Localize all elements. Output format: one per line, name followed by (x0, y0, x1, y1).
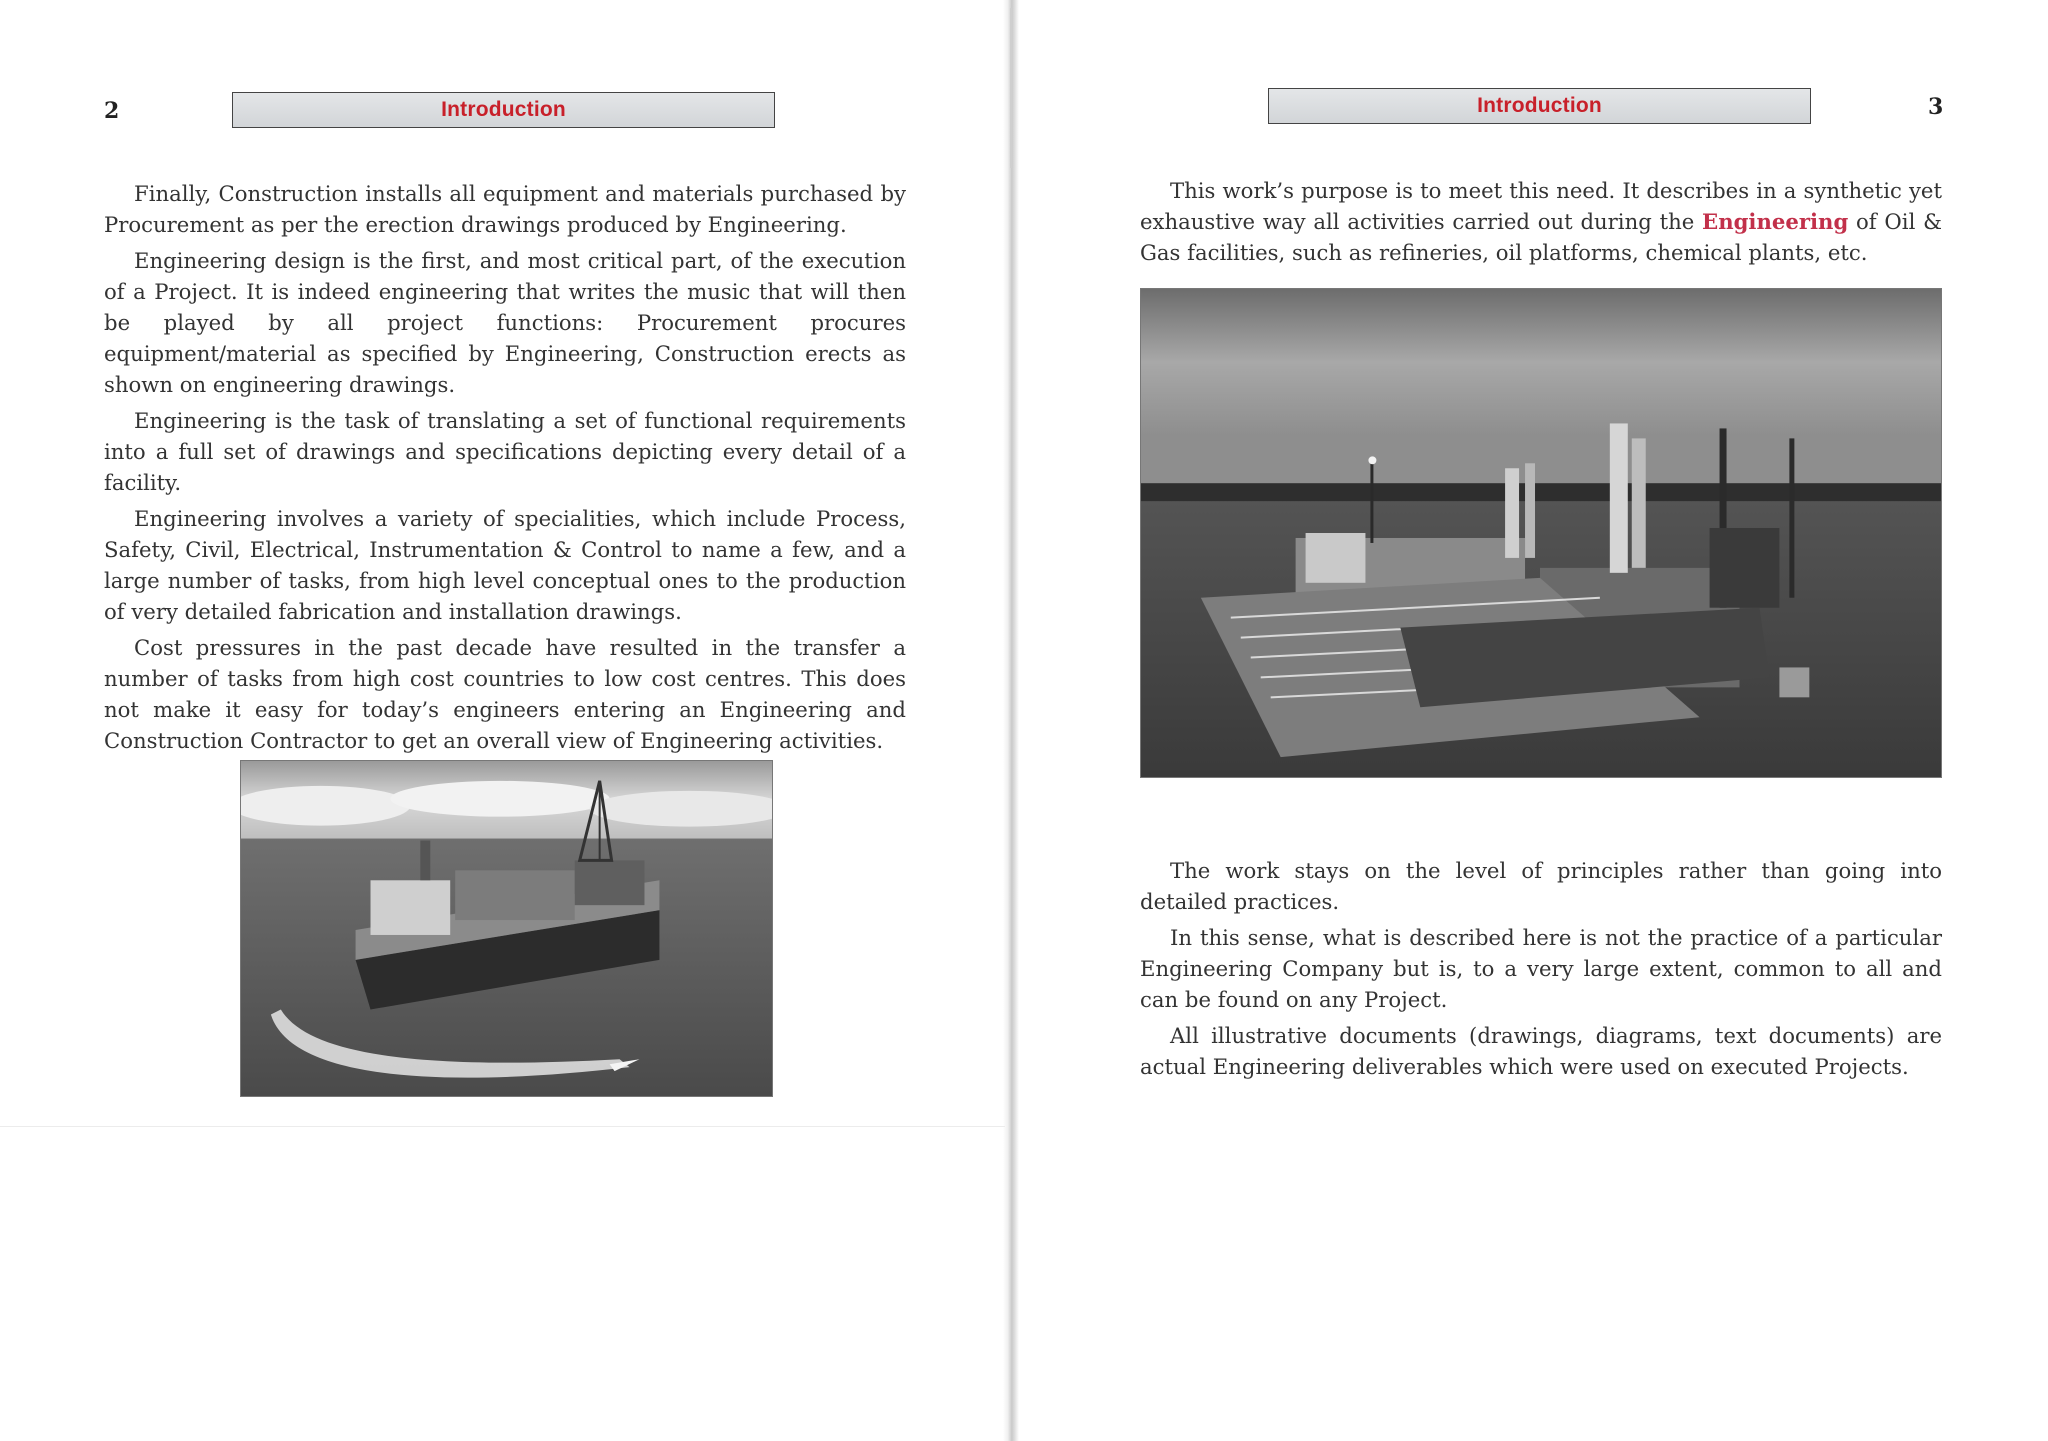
fpso-vessel-photo (240, 760, 773, 1097)
right-body-text (1140, 855, 1942, 1087)
right-header-title: Introduction (1477, 94, 1602, 117)
left-header-box (232, 92, 775, 128)
left-body-text (104, 178, 906, 761)
left-paragraph-1: Finally, Construction installs all equipment and materials purchased by Procurement as per the erection drawings produced by Engineering. (104, 181, 906, 237)
right-paragraph-4: All illustrative documents (drawings, diagrams, text documents) are actual Engineering deliverables which were used on executed Projects. (1140, 1023, 1942, 1079)
intro-text-after: of Oil & Gas facilities, such as refineries, oil platforms, chemical plants, etc. (1140, 209, 1942, 265)
refinery-plant-photo (1140, 288, 1942, 778)
right-paragraph-3: In this sense, what is described here is not the practice of a particular Engineering Company but is, to a very large extent, common to all and can be found on any Project. (1140, 925, 1942, 1012)
left-paragraph-2: Engineering design is the first, and most critical part, of the execution of a Project. It is indeed engineering that writes the music that will then be played by all project functions: Procurement procures equipment/material as specified by Engineering, Construction erects as shown on engineering drawings. (104, 248, 906, 397)
left-paragraph-3: Engineering is the task of translating a set of functional requirements into a full set of drawings and specifications depicting every detail of a facility. (104, 408, 906, 495)
right-paragraph-1 (1140, 175, 1942, 268)
left-page-number: 2 (104, 98, 120, 124)
left-header-title: Introduction (441, 98, 566, 121)
left-paragraph-5: Cost pressures in the past decade have resulted in the transfer a number of tasks from high cost countries to low cost centres. This does not make it easy for today’s engineers entering an Engineering and Construction Contractor to get an overall view of Engineering activities. (104, 635, 906, 753)
engineering-highlight: Engineering (1702, 209, 1849, 234)
right-header-box (1268, 88, 1811, 124)
intro-text-before: This work’s purpose is to meet this need. It describes in a synthetic yet exhaustive way all activities carried out during the (1140, 178, 1942, 234)
right-intro-text (1140, 175, 1942, 273)
left-paragraph-4: Engineering involves a variety of specialities, which include Process, Safety, Civil, Electrical, Instrumentation & Control to name a few, and a large number of tasks, from high level conceptual ones to the production of very detailed fabrication and installation drawings. (104, 506, 906, 624)
right-page-number: 3 (1928, 94, 1944, 120)
gutter-crease (1010, 8, 1012, 168)
page-fold-line (0, 1126, 1005, 1127)
book-gutter (1003, 0, 1019, 1441)
right-paragraph-2: The work stays on the level of principles rather than going into detailed practices. (1140, 858, 1942, 914)
